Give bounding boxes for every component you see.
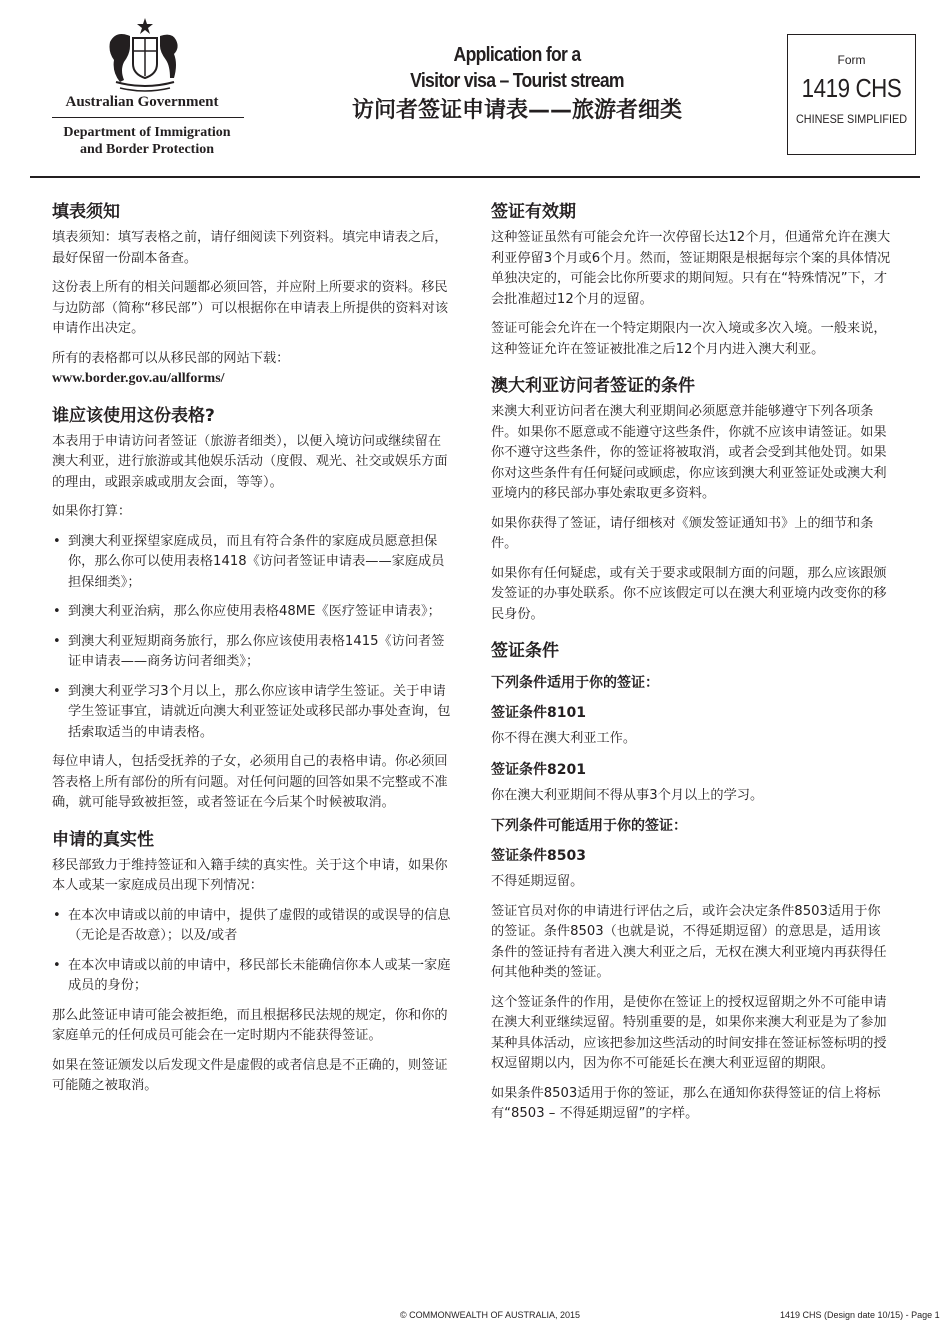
forms-url-link[interactable]: www.border.gov.au/allforms/ [52,371,225,386]
paragraph: 你不得在澳大利亚工作。 [491,731,637,746]
department-divider [52,117,244,118]
department-name [40,124,254,158]
section-heading: 签证有效期 [491,202,576,222]
footer-page-info: 1419 CHS (Design date 10/15) - Page 1 [780,1310,940,1320]
list-item: • 在本次申请或以前的申请中，移民部长未能确信你本人或某一家庭成员的身份； [52,956,452,997]
paragraph: 移民部致力于维持签证和入籍手续的真实性。关于这个申请，如果你本人或某一家庭成员出现下列情况： [52,857,448,893]
list-item: • 在本次申请或以前的申请中，提供了虚假的或错误的或误导的信息（无论是否故意）；以及/或者 [52,906,452,947]
subheading: 下列条件可能适用于你的签证： [491,818,687,834]
paragraph: 如果你打算： [52,504,132,519]
paragraph: 这个签证条件的作用，是使你在签证上的授权逗留期之外不可能申请在澳大利亚继续逗留。特别重要的是，如果你来澳大利亚是为了参加某种具体活动，应该把参加这些活动的时间安排在签证标签标明的授权逗留期以内，因为你不可能延长在澳大利亚逗留的期限。 [491,994,887,1071]
form-number: 1419 CHS [801,73,902,103]
paragraph: 这种签证虽然有可能会允许一次停留长达12个月，但通常允许在澳大利亚停留3个月或6个月。然而，签证期限是根据每宗个案的具体情况单独决定的，可能会比你所要求的期间短。只有在“特殊情况”下，才会批准超过12个月的逗留。 [491,230,891,307]
department-line-1: Department of Immigration [63,125,231,140]
download-note: 所有的表格都可以从移民部的网站下载： [52,350,290,366]
footer-copyright: © COMMONWEALTH OF AUSTRALIA, 2015 [400,1310,580,1320]
paragraph: 本表用于申请访问者签证（旅游者细类），以便入境访问或继续留在澳大利亚，进行旅游或其他娱乐活动（度假、观光、社交或娱乐方面的理由，或跟亲戚或朋友会面，等等）。 [52,433,448,490]
list-item: • 到澳大利亚短期商务旅行，那么你应该使用表格1415《访问者签证申请表——商务访问者细类》； [52,632,452,673]
paragraph: 填表须知：填写表格之前，请仔细阅读下列资料。填完申请表之后，最好保留一份副本备查。 [52,230,448,266]
paragraph: 签证可能会允许在一个特定期限内一次入境或多次入境。一般来说，这种签证允许在签证被批准之后12个月内进入澳大利亚。 [491,321,887,357]
government-name: Australian Government [65,94,219,110]
paragraph: 来澳大利亚访问者在澳大利亚期间必须愿意并能够遵守下列各项条件。如果你不愿意或不能遵守这些条件，你就不应该申请签证。如果你不遵守这些条件，你的签证将被取消，或者会受到其他处罚。如果你对这些条件有任何疑问或顾虑，你应该到澳大利亚签证处或澳大利亚境内的移民部办事处索取更多资料。 [491,404,887,501]
bullet-list [52,906,452,997]
bullet-list [52,532,452,744]
section-heading: 谁应该使用这份表格? [52,405,215,426]
form-label: Form [837,53,866,67]
left-column [52,190,452,1106]
list-item: • 到澳大利亚治病，那么你应使用表格48ME《医疗签证申请表》； [52,602,452,623]
paragraph: 签证官员对你的申请进行评估之后，或许会决定条件8503适用于你的签证。条件8503（也就是说，不得延期逗留）的意思是，适用该条件的签证持有者进入澳大利亚之后，无权在澳大利亚境内再获得任何其他种类的签证。 [491,903,887,980]
department-line-2: and Border Protection [79,142,215,157]
condition-heading: 签证条件8101 [491,705,586,721]
paragraph: 如果你有任何疑虑，或有关于要求或限制方面的问题，那么应该跟颁发签证的办事处联系。你不应该假定可以在澳大利亚境内改变你的移民身份。 [491,565,887,622]
form-number-box [787,34,916,155]
form-language: CHINESE SIMPLIFIED [795,112,908,126]
section-heading: 澳大利亚访问者签证的条件 [491,376,695,396]
paragraph: 如果在签证颁发以后发现文件是虚假的或者信息是不正确的，则签证可能随之被取消。 [52,1057,448,1093]
section-heading: 申请的真实性 [52,829,154,850]
paragraph: 如果你获得了签证，请仔细核对《颁发签证通知书》上的细节和条件。 [491,515,874,551]
list-item: • 到澳大利亚探望家庭成员，而且有符合条件的家庭成员愿意担保你，那么你可以使用表格1418《访问者签证申请表——家庭成员担保细类》； [52,532,452,594]
subheading: 下列条件适用于你的签证： [491,675,659,691]
title-english-line-1: Application for a [453,44,581,66]
paragraph: 那么此签证申请可能会被拒绝，而且根据移民法规的规定，你和你的家庭单元的任何成员可能会在一定时期内不能获得签证。 [52,1007,448,1043]
paragraph: 你在澳大利亚期间不得从事3个月以上的学习。 [491,787,764,803]
title-english-line-2: Visitor visa – Tourist stream [410,70,624,92]
section-heading: 签证条件 [491,641,559,661]
right-column [491,190,893,1134]
form-title [310,42,724,126]
coat-of-arms-icon [100,16,190,96]
header-divider [30,176,920,178]
page-header [0,0,950,176]
list-item: • 到澳大利亚学习3个月以上，那么你应该申请学生签证。关于申请学生签证事宜，请就近向澳大利亚签证处或移民部办事处查询，包括索取适当的申请表格。 [52,682,452,744]
condition-heading: 签证条件8503 [491,848,586,864]
section-heading: 填表须知 [52,202,120,222]
paragraph: 不得延期逗留。 [491,874,584,889]
condition-heading: 签证条件8201 [491,761,586,778]
paragraph: 如果条件8503适用于你的签证，那么在通知你获得签证的信上将标有“8503 – 不得延期逗留”的字样。 [491,1085,881,1121]
paragraph: 每位申请人，包括受抚养的子女，必须用自己的表格申请。你必须回答表格上所有部份的所有问题。对任何问题的回答如果不完整或不准确，就可能导致被拒签，或者签证在今后某个时候被取消。 [52,754,448,810]
paragraph [52,349,452,390]
paragraph: 这份表上所有的相关问题都必须回答，并应附上所要求的资料。移民与边防部（简称“移民部”）可以根据你在申请表上所提供的资料对该申请作出决定。 [52,280,449,336]
title-chinese: 访问者签证申请表——旅游者细类 [351,98,682,123]
